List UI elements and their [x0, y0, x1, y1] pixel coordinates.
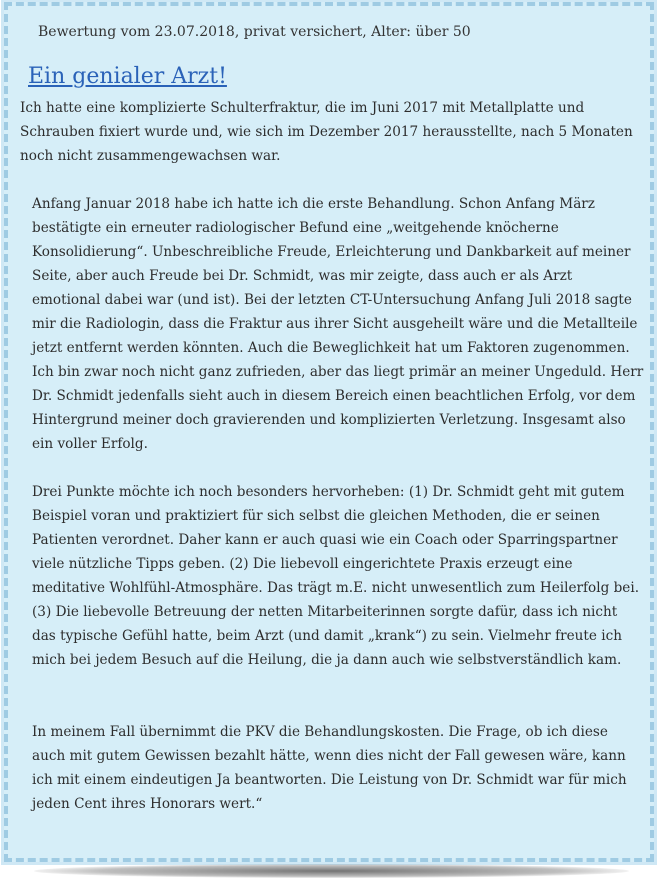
- review-paragraph-1: Ich hatte eine komplizierte Schulterfraktur, die im Juni 2017 mit Metallplatte und Schrauben fixiert wurde und, wie sich im Dezember 2017 herausstellte, nach 5 Monaten noch nicht zusammengewachsen war.: [20, 100, 633, 164]
- review-paragraph-2: Anfang Januar 2018 habe ich hatte ich die erste Behandlung. Schon Anfang März bestätigte ein erneuter radiologischer Befund eine „weitgehende knöcherne Konsolidierung“. Unbeschreibliche Freude, Erleichterung und Dankbarkeit auf meiner Seite, aber auch Freude bei Dr. Schmidt, was mir zeigte, dass auch er als Arzt emotional dabei war (und ist). Bei der letzten CT-Untersuchung Anfang Juli 2018 sagte mir die Radiologin, dass die Fraktur aus ihrer Sicht ausgeheilt wäre und die Metallteile jetzt entfernt werden könnten. Auch die Beweglichkeit hat um Faktoren zugenommen. Ich bin zwar noch nicht ganz zufrieden, aber das liegt primär an meiner Ungeduld. Herr Dr. Schmidt jedenfalls sieht auch in diesem Bereich einen beachtlichen Erfolg, vor dem Hintergrund meiner doch gravierenden und komplizierten Verletzung. Insgesamt also ein voller Erfolg.: [32, 196, 644, 452]
- review-paragraph-3: Drei Punkte möchte ich noch besonders hervorheben: (1) Dr. Schmidt geht mit gutem Beispiel voran und praktiziert für sich selbst die gleichen Methoden, die er seinen Patienten verordnet. Daher kann er auch quasi wie ein Coach oder Sparringspartner viele nützliche Tipps geben. (2) Die liebevoll eingerichtete Praxis erzeugt eine meditative Wohlfühl-Atmosphäre. Das trägt m.E. nicht unwesentlich zum Heilerfolg bei. (3) Die liebevolle Betreuung der netten Mitarbeiterinnen sorgte dafür, dass ich nicht das typische Gefühl hatte, beim Arzt (und damit „krank“) zu sein. Vielmehr freute ich mich bei jedem Besuch auf die Heilung, die ja dann auch wie selbstverständlich kam.: [32, 484, 640, 668]
- review-paragraph-4: In meinem Fall übernimmt die PKV die Behandlungskosten. Die Frage, ob ich diese auch mit gutem Gewissen bezahlt hätte, wenn dies nicht der Fall gewesen wäre, kann ich mit einem eindeutigen Ja beantworten. Die Leistung von Dr. Schmidt war für mich jeden Cent ihres Honorars wert.“: [32, 724, 627, 812]
- review-title-link[interactable]: Ein genialer Arzt!: [28, 64, 227, 89]
- review-meta: Bewertung vom 23.07.2018, privat versichert, Alter: über 50: [38, 24, 471, 40]
- card-shadow: [34, 864, 629, 878]
